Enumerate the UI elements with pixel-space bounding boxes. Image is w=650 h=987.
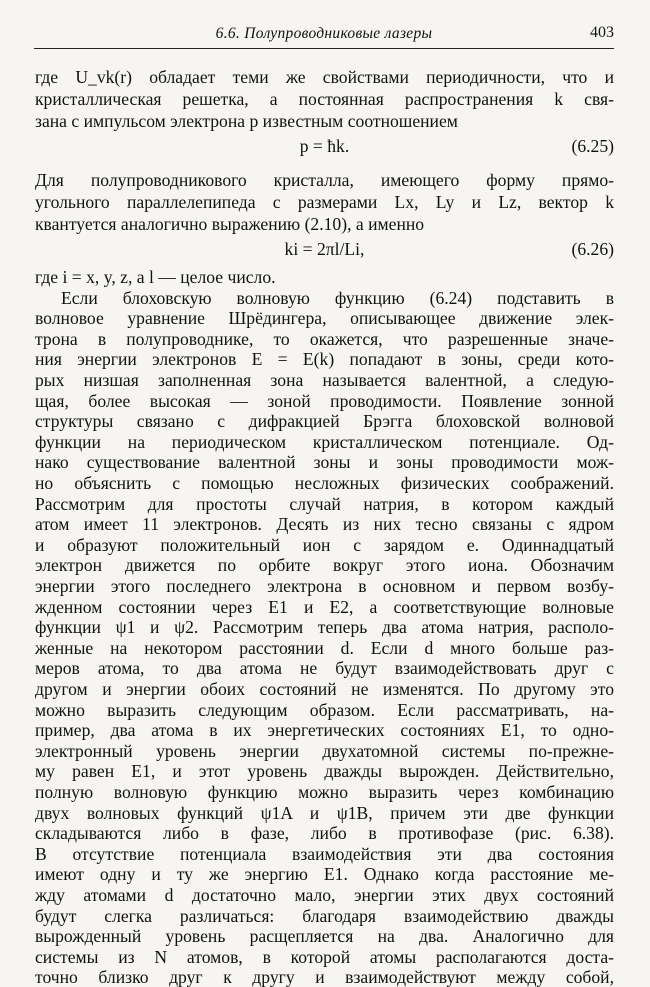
running-header: [34, 22, 614, 49]
text-line: щая, более высокая — зоной проводимости. Появление зонной: [35, 390, 614, 411]
text-line: ния энергии электронов E = E(k) попадают в зоны, среди кото-: [35, 349, 614, 370]
equation-number: (6.25): [571, 136, 614, 156]
text-line: меров атома, то два атома не будут взаимодействовать друг с: [35, 658, 614, 679]
page-number: 403: [590, 24, 614, 41]
text-line: двух волновых функций ψ1A и ψ1B, причем эти две функции: [35, 802, 614, 823]
text-line: женные на некотором расстоянии d. Если d много больше раз-: [35, 637, 614, 658]
text-line: му равен E1, и этот уровень дважды вырожден. Действительно,: [35, 761, 614, 782]
text-line: нако существование валентной зоны и зоны проводимости мож-: [35, 452, 614, 473]
text-line: волновое уравнение Шрёдингера, описывающее движение элек-: [35, 308, 614, 329]
text-line: В отсутствие потенциала взаимодействия эти два состояния: [35, 843, 614, 864]
text-line: энергии этого последнего электрона в основном и первом возбу-: [35, 576, 614, 596]
text-line: складываются либо в фазе, либо в противофазе (рис. 6.38).: [35, 823, 614, 844]
text-line: функции на периодическом кристаллическом потенциале. Од-: [35, 431, 614, 452]
text-line: жду атомами d достаточно мало, энергии этих двух состояний: [35, 885, 614, 905]
text-line: электронный уровень энергии двухатомной системы по-прежне-: [35, 740, 614, 761]
text-line: где i = x, y, z, а l — целое число.: [35, 267, 276, 287]
text-line: где U_vk(r) обладает теми же свойствами периодичности, что и: [35, 67, 614, 87]
text-line: будут слегка различаться: благодаря взаимодействию дважды: [35, 905, 614, 926]
text-line: кристаллическая решетка, а постоянная распространения k свя-: [35, 89, 614, 109]
section-title: 6.6. Полупроводниковые лазеры: [215, 25, 433, 42]
text-line: полную волновую функцию можно выразить через комбинацию: [35, 782, 614, 802]
text-line: но объяснить с помощью несложных физических соображений.: [35, 473, 614, 493]
text-line: вырожденный уровень расщепляется на два. Аналогично для: [35, 926, 614, 947]
text-line: атом имеет 11 электронов. Десять из них тесно связаны с ядром: [35, 514, 614, 535]
text-line: и образуют положительный ион с зарядом e. Одиннадцатый: [35, 534, 614, 555]
text-line: электрон движется по орбите вокруг этого иона. Обозначим: [35, 555, 614, 576]
equation-formula: p = ħk.: [299, 136, 350, 156]
text-line: системы из N атомов, в которой атомы располагаются доста-: [35, 946, 614, 967]
text-line: пример, два атома в их энергетических состояниях E1, то одно-: [35, 720, 614, 741]
text-line: точно близко друг к другу и взаимодействуют между собой,: [35, 967, 614, 987]
text-line: угольного параллелепипеда с размерами Lx, Ly и Lz, вектор k: [35, 192, 614, 212]
text-line: трона в полупроводнике, то окажется, что разрешенные значе-: [35, 328, 614, 349]
equation-formula: ki = 2πl/Li,: [284, 239, 365, 259]
text-line: имеют одну и ту же энергию E1. Однако когда расстояние ме-: [35, 864, 614, 885]
text-line: жденном состоянии через E1 и E2, а соответствующие волновые: [35, 596, 614, 617]
paragraph-first-line: Если блоховскую волновую функцию (6.24) подставить в: [61, 287, 614, 308]
text-line: Рассмотрим для простоты случай натрия, в котором каждый: [35, 493, 614, 514]
text-line: можно выразить следующим образом. Если рассматривать, на-: [35, 699, 614, 720]
text-line: Для полупроводникового кристалла, имеющего форму прямо-: [35, 170, 614, 190]
text-line: квантуется аналогично выражению (2.10), а именно: [35, 214, 425, 234]
text-line: зана с импульсом электрона p известным соотношением: [35, 111, 458, 131]
text-line: функции ψ1 и ψ2. Рассмотрим теперь два атома натрия, располо-: [35, 617, 614, 638]
equation-number: (6.26): [571, 239, 614, 259]
text-line: структуры связано с дифракцией Брэгга блоховской волновой: [35, 411, 614, 432]
text-line: рых низшая заполненная зона называется валентной, а следую-: [35, 370, 614, 390]
text-line: другом и энергии обоих состояний не изменятся. По другому это: [35, 679, 614, 699]
